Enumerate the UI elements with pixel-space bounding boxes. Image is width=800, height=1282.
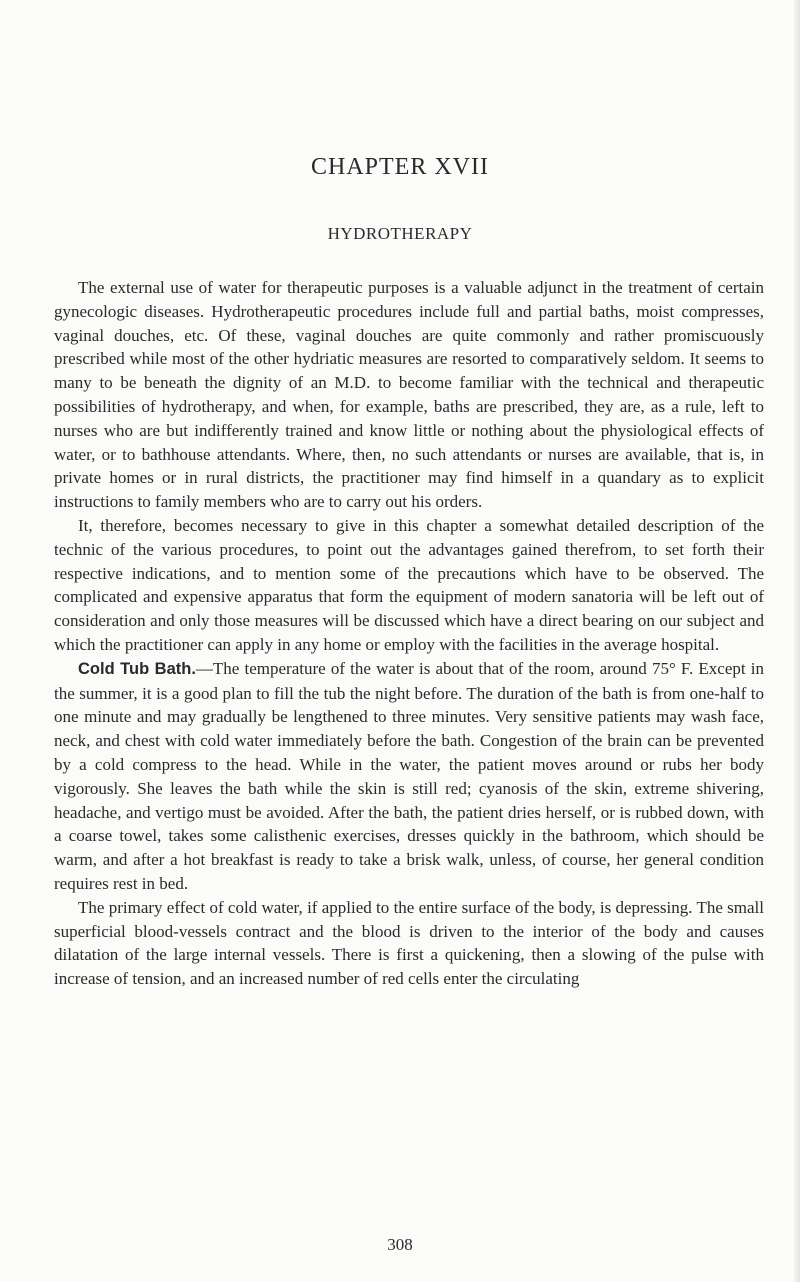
chapter-title: HYDROTHERAPY: [327, 224, 473, 243]
section-heading-cold-tub-bath: Cold Tub Bath.: [78, 659, 196, 678]
paragraph-purpose: It, therefore, becomes necessary to give in this chapter a somewhat detailed description of the technic of the various procedures, to point out the advantages gained therefrom, to set forth their respective indications, and to mention some of the precautions which have to be observed. The complicated and expensive apparatus that form the equipment of modern sanatoria will be left out of consideration and only those measures will be discussed which have a direct bearing on our subject and which the practitioner can apply in any home or employ with the facilities in the average hospital.: [54, 515, 764, 654]
paragraph-primary-effect: The primary effect of cold water, if applied to the entire surface of the body, is depressing. The small superficial blood-vessels contract and the blood is driven to the interior of the body and causes dilatation of the large internal vessels. There is first a quickening, then a slowing of the pulse with increase of tension, and an increased number of red cells enter the circulating: [54, 897, 764, 989]
page-edge-shadow: [794, 0, 800, 1282]
chapter-number: CHAPTER XVII: [311, 154, 489, 180]
paragraph-cold-tub-bath: [54, 657, 764, 896]
page-number: 308: [387, 1235, 413, 1254]
paragraph-intro: The external use of water for therapeutic purposes is a valuable adjunct in the treatment of certain gynecologic diseases. Hydrotherapeutic procedures include full and partial baths, moist compresses, vaginal douches, etc. Of these, vaginal douches are quite commonly and rather promiscuously prescribed while most of the other hydriatic measures are resorted to comparatively seldom. It seems to many to be beneath the dignity of an M.D. to become familiar with the technical and therapeutic possibilities of hydrotherapy, and when, for example, baths are prescribed, they are, as a rule, left to nurses who are but indifferently trained and know little or nothing about the physiological effects of water, or to bathhouse attendants. Where, then, no such attendants or nurses are available, that is, in private homes or in rural districts, the practitioner may find himself in a quandary as to explicit instructions to family members who are to carry out his orders.: [54, 278, 764, 512]
paragraph-cold-tub-bath-body: —The temperature of the water is about that of the room, around 75° F. Except in the summer, it is a good plan to fill the tub the night before. The duration of the bath is from one-half to one minute and may gradually be lengthened to three minutes. Very sensitive patients may wash face, neck, and chest with cold water immediately before the bath. Congestion of the brain can be prevented by a cold compress to the head. While in the water, the patient moves around or rubs her body vigorously. She leaves the bath while the skin is still red; cyanosis of the skin, extreme shivering, headache, and vertigo must be avoided. After the bath, the patient dries herself, or is rubbed down, with a coarse towel, takes some calisthenic exercises, dresses quickly in the bathroom, which should be warm, and after a hot breakfast is ready to take a brisk walk, unless, of course, her general condition requires rest in bed.: [54, 658, 764, 893]
body-text: [54, 276, 764, 991]
